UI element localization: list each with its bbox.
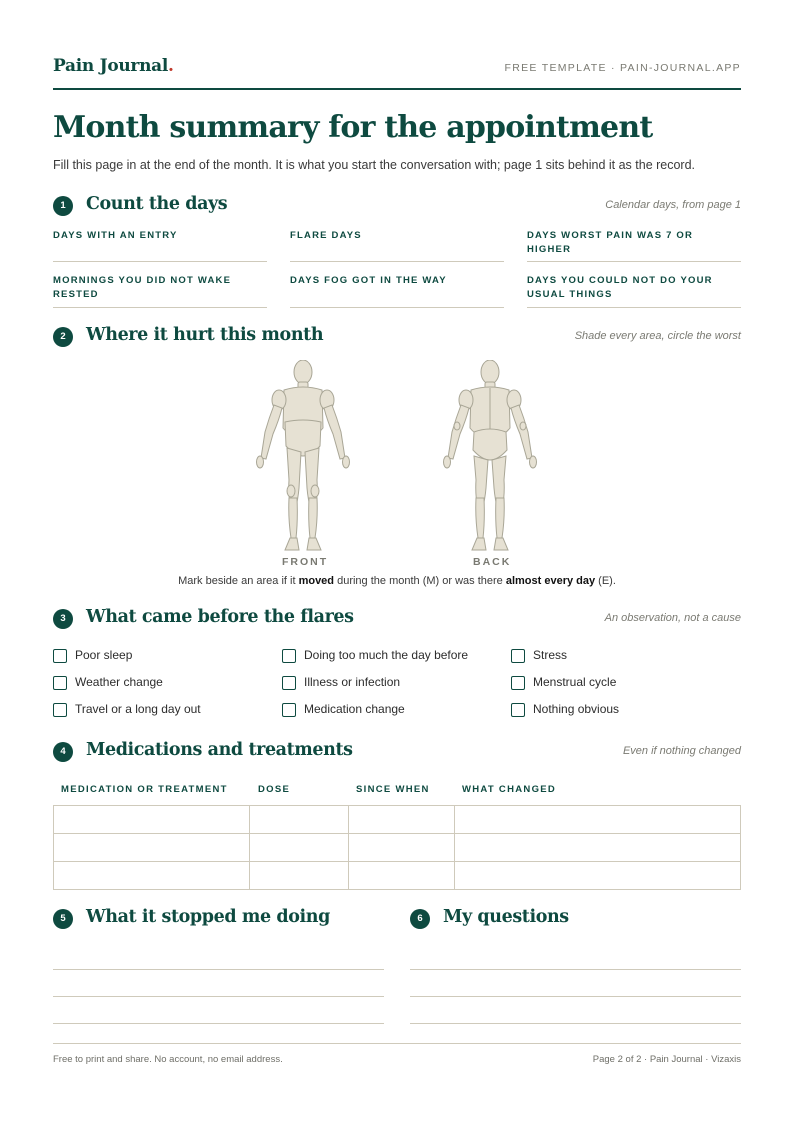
field-mornings-not-rested[interactable] [53,274,267,308]
checkbox-box[interactable] [282,676,296,690]
col-header-what-changed: WHAT CHANGED [462,784,557,795]
field-days-unable-usual[interactable] [527,274,741,308]
checkbox-box[interactable] [282,649,296,663]
field-days-fog[interactable] [290,274,504,308]
section-medications [53,740,741,764]
col-header-since-when: SINCE WHEN [356,784,430,795]
checkbox-box[interactable] [511,649,525,663]
field-label: MORNINGS YOU DID NOT WAKE RESTED [53,275,232,300]
write-line[interactable] [410,996,741,997]
table-cell[interactable] [250,806,349,834]
table-cell[interactable] [250,862,349,890]
section-title: Where it hurt this month [86,325,324,345]
page-intro: Fill this page in at the end of the month. It is what you start the conversation with; page 1 sits behind it as the record. [53,158,696,172]
table-cell[interactable] [54,834,250,862]
table-cell[interactable] [250,834,349,862]
field-label: FLARE DAYS [290,230,362,241]
front-label: FRONT [282,556,329,568]
table-cell[interactable] [349,806,455,834]
header-tagline: FREE TEMPLATE · PAIN-JOURNAL.APP [504,62,741,74]
field-days-with-entry[interactable] [53,229,267,262]
checkbox-box[interactable] [511,676,525,690]
checkbox-box[interactable] [511,703,525,717]
table-cell[interactable] [54,806,250,834]
section-number: 4 [53,742,73,762]
section-title: My questions [443,907,569,927]
col-header-dose: DOSE [258,784,291,795]
section-before-flares [53,607,741,631]
table-cell[interactable] [349,834,455,862]
field-label: DAYS YOU COULD NOT DO YOUR USUAL THINGS [527,275,713,300]
section-title: What it stopped me doing [86,907,330,927]
section-number: 5 [53,909,73,929]
section-note: Calendar days, from page 1 [605,199,741,211]
section-note: Even if nothing changed [622,745,741,757]
section-count-days [53,194,741,218]
field-days-pain-7-plus[interactable] [527,229,741,262]
section-note: An observation, not a cause [604,612,741,624]
section-number: 6 [410,909,430,929]
page-header [53,54,741,90]
table-row [54,862,741,890]
mark-instructions: Mark beside an area if it moved during the month (M) or was there almost every day (E). [178,575,616,587]
field-label: DAYS WITH AN ENTRY [53,230,178,241]
body-front-figure[interactable] [253,360,353,554]
table-row [54,834,741,862]
section-title: What came before the flares [86,607,354,627]
field-flare-days[interactable] [290,229,504,262]
section-stopped-doing [53,907,384,931]
field-label: DAYS WORST PAIN WAS 7 OR HIGHER [527,230,694,255]
checkbox-box[interactable] [53,676,67,690]
checkbox-box[interactable] [53,703,67,717]
footer-right: Page 2 of 2 · Pain Journal · Vizaxis [592,1054,741,1065]
medications-table [53,805,741,890]
table-cell[interactable] [349,862,455,890]
col-header-medication: MEDICATION OR TREATMENT [61,784,228,795]
back-label: BACK [473,556,512,568]
page-title: Month summary for the appointment [53,110,653,145]
section-title: Count the days [86,194,228,214]
page-footer [53,1043,741,1065]
checkbox-box[interactable] [53,649,67,663]
write-line[interactable] [53,1023,384,1024]
table-cell[interactable] [455,806,741,834]
write-line[interactable] [410,969,741,970]
section-where-it-hurt [53,325,741,349]
section-number: 3 [53,609,73,629]
body-back-figure[interactable] [440,360,540,554]
table-cell[interactable] [455,834,741,862]
section-title: Medications and treatments [86,740,353,760]
write-line[interactable] [53,996,384,997]
section-my-questions [410,907,741,931]
section-number: 1 [53,196,73,216]
section-number: 2 [53,327,73,347]
table-cell[interactable] [455,862,741,890]
table-row [54,806,741,834]
write-line[interactable] [410,1023,741,1024]
write-line[interactable] [53,969,384,970]
brand-logo: Pain Journal. [53,56,174,76]
section-note: Shade every area, circle the worst [574,330,741,342]
footer-left: Free to print and share. No account, no email address. [53,1054,283,1065]
field-label: DAYS FOG GOT IN THE WAY [290,275,447,286]
table-cell[interactable] [54,862,250,890]
checkbox-box[interactable] [282,703,296,717]
